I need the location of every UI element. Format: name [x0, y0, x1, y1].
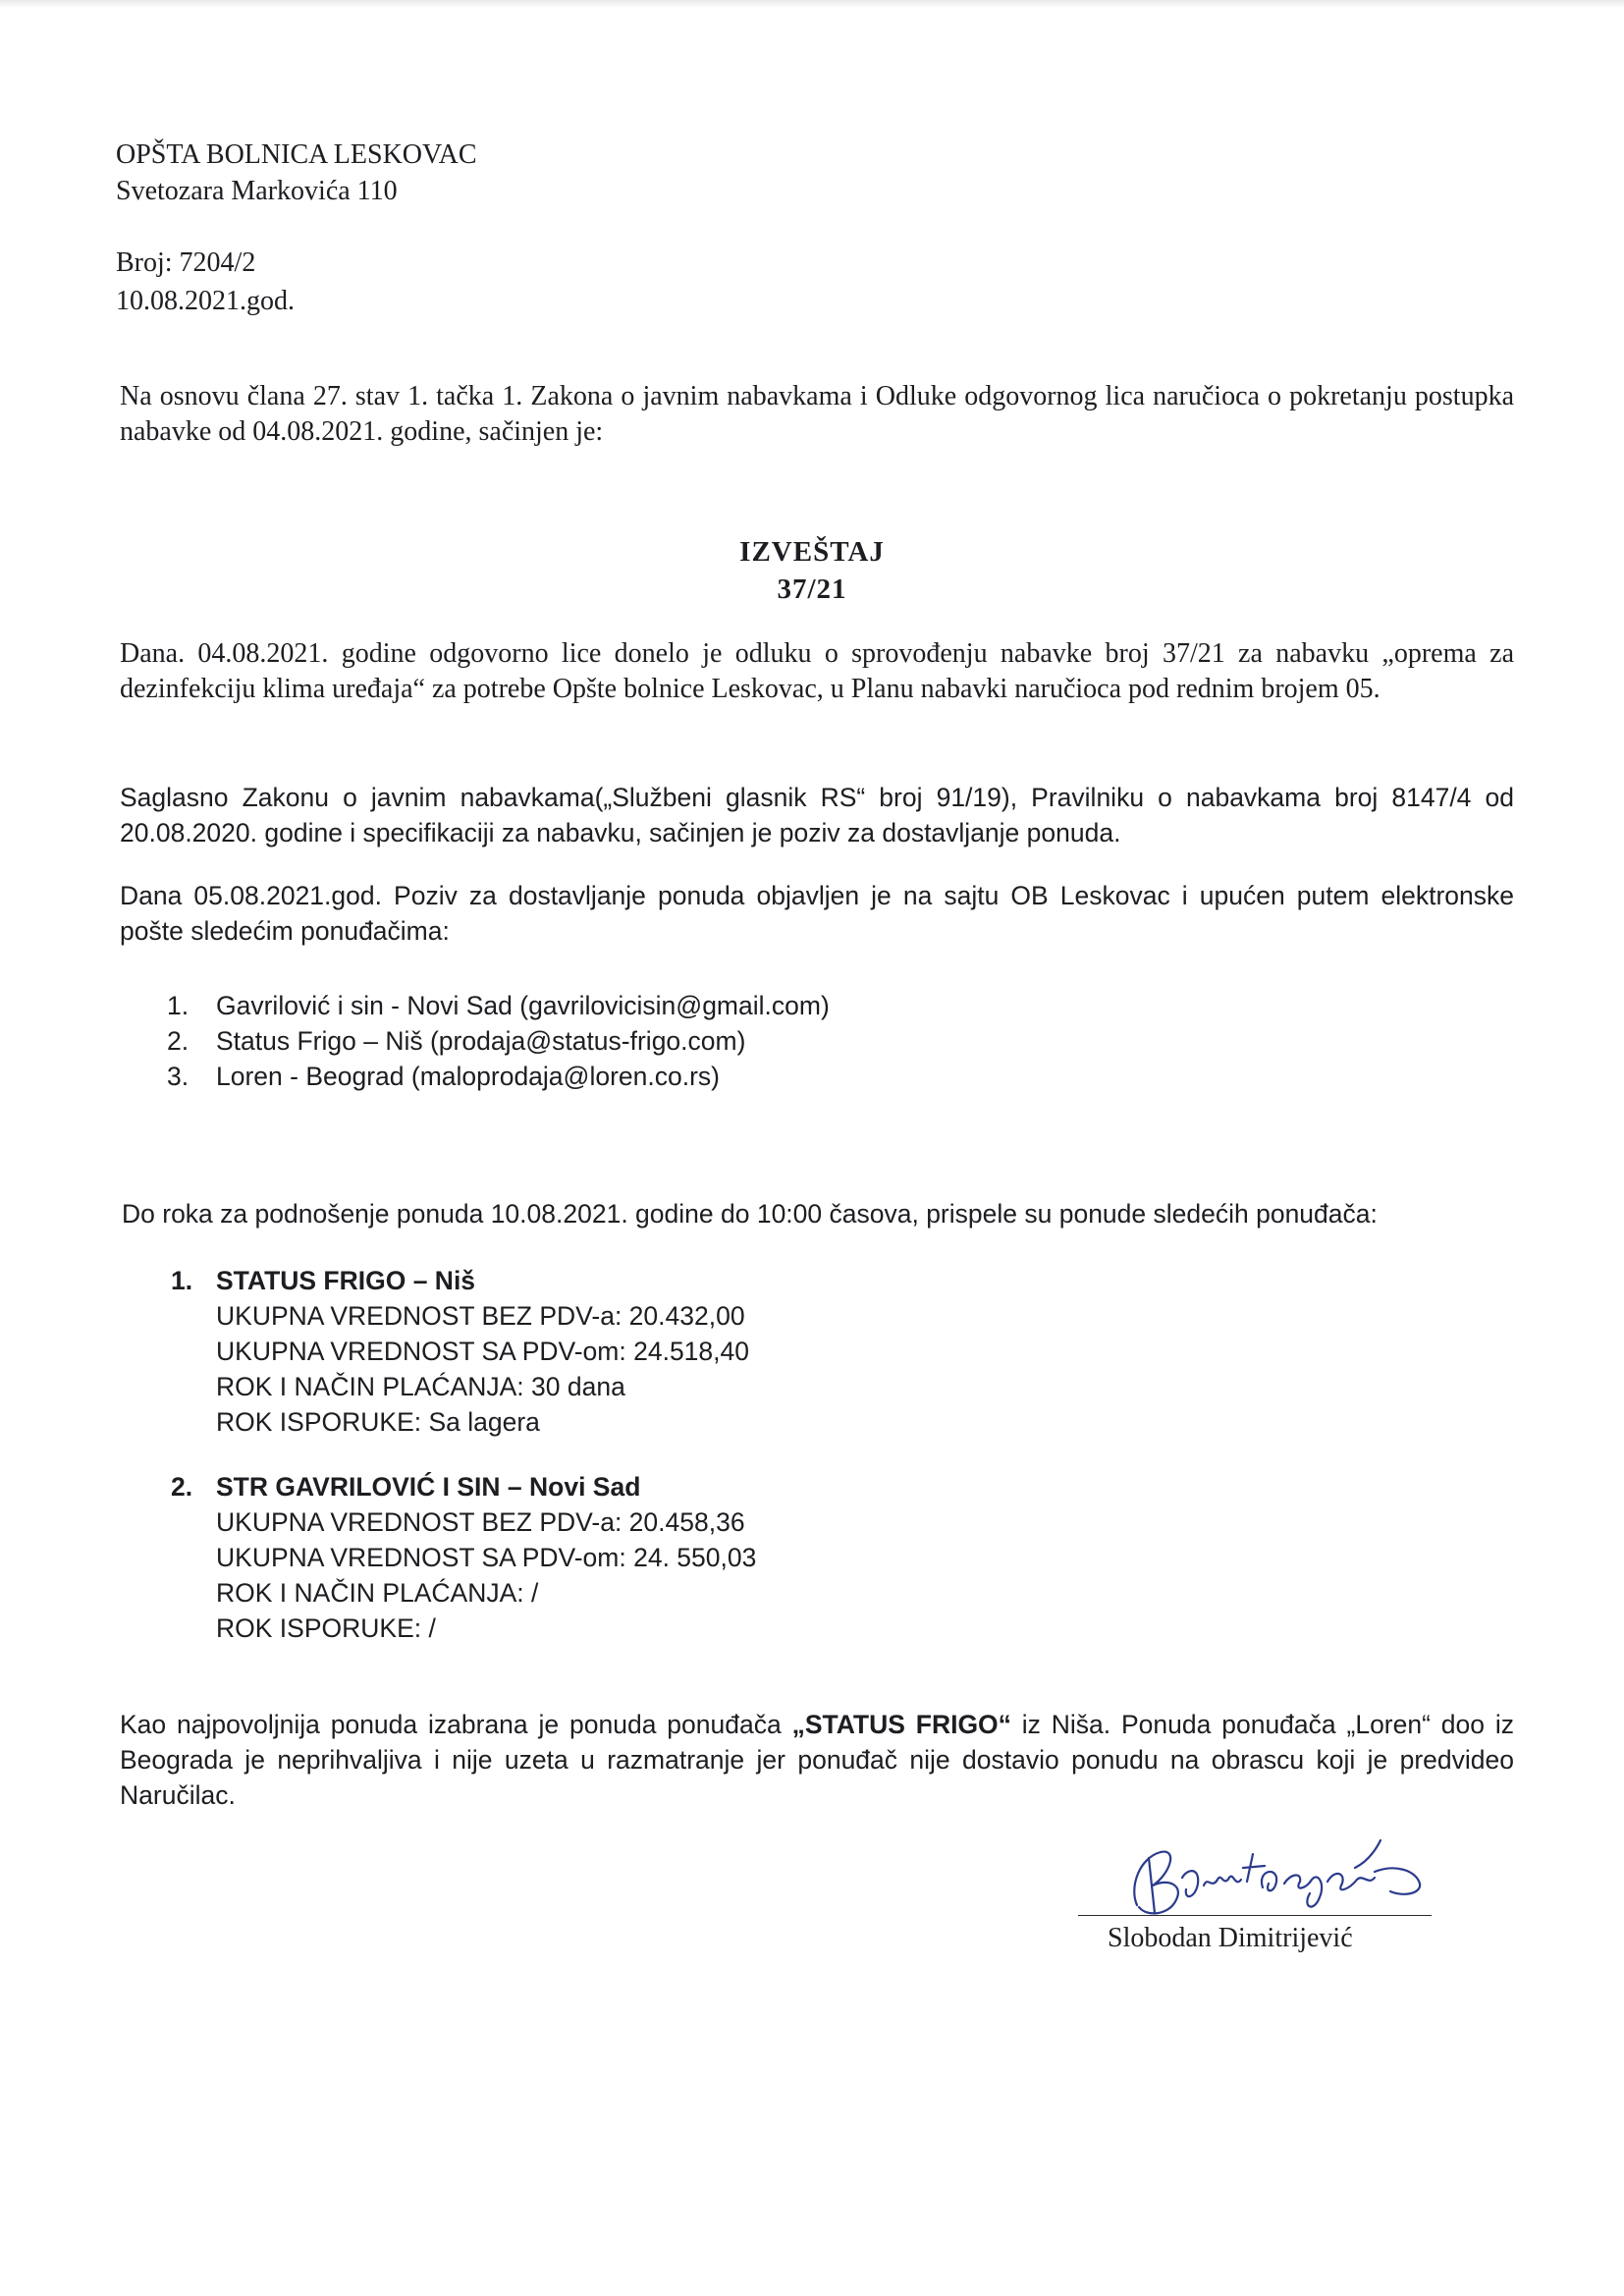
- report-number: 37/21: [777, 574, 847, 605]
- selected-bidder: „STATUS FRIGO“: [791, 1710, 1011, 1739]
- offer-line: UKUPNA VREDNOST BEZ PDV-a: 20.458,36: [216, 1507, 745, 1537]
- list-item: 1. Gavrilović i sin - Novi Sad (gavrilovicisin@gmail.com): [167, 991, 830, 1020]
- offer-number: 2.: [171, 1472, 193, 1502]
- legal-basis-paragraph: Saglasno Zakonu o javnim nabavkama(„Službeni glasnik RS“ broj 91/19), Pravilniku o nabavkama broj 8147/4 od 20.08.2020. godine i specifikaciji za nabavku, sačinjen je poziv za dostavljanje ponuda.: [120, 783, 1514, 847]
- organization-address: Svetozara Markovića 110: [116, 176, 398, 206]
- offer-line: UKUPNA VREDNOST BEZ PDV-a: 20.432,00: [216, 1301, 745, 1331]
- document-date: 10.08.2021.god.: [116, 286, 295, 316]
- offer-line: ROK ISPORUKE: Sa lagera: [216, 1407, 540, 1437]
- organization-name: OPŠTA BOLNICA LESKOVAC: [116, 139, 477, 170]
- offer-line: ROK I NAČIN PLAĆANJA: 30 dana: [216, 1372, 625, 1401]
- scan-edge: [0, 0, 1624, 8]
- offer-line: ROK ISPORUKE: /: [216, 1613, 436, 1643]
- document-number: Broj: 7204/2: [116, 247, 256, 278]
- signatory-name: Slobodan Dimitrijević: [1108, 1923, 1353, 1953]
- offer-bidder-name: STR GAVRILOVIĆ I SIN – Novi Sad: [216, 1472, 641, 1502]
- list-item: 3. Loren - Beograd (maloprodaja@loren.co.rs): [167, 1062, 720, 1091]
- offer-number: 1.: [171, 1266, 193, 1295]
- offer-line: UKUPNA VREDNOST SA PDV-om: 24.518,40: [216, 1337, 749, 1366]
- bidders-list: [167, 988, 830, 1094]
- offer-line: UKUPNA VREDNOST SA PDV-om: 24. 550,03: [216, 1543, 757, 1572]
- invitation-paragraph: Dana 05.08.2021.god. Poziv za dostavljanje ponuda objavljen je na sajtu OB Leskovac i upućen putem elektronske pošte sledećim ponuđačima:: [120, 881, 1514, 946]
- decision-paragraph: Dana. 04.08.2021. godine odgovorno lice donelo je odluku o sprovođenju nabavke broj 37/21 za nabavku „oprema za dezinfekciju klima uređaja“ za potrebe Opšte bolnice Leskovac, u Planu nabavki naručioca pod rednim brojem 05.: [120, 638, 1514, 704]
- signature-line: [1078, 1915, 1432, 1916]
- deadline-paragraph: Do roka za podnošenje ponuda 10.08.2021. godine do 10:00 časova, prispele su ponude sledećih ponuđača:: [122, 1199, 1378, 1229]
- conclusion-paragraph: Kao najpovoljnija ponuda izabrana je ponuda ponuđača „STATUS FRIGO“ iz Niša. Ponuda ponuđača „Loren“ doo iz Beograda je neprihvaljiva i nije uzeta u razmatranje jer ponuđač nije dostavio ponudu na obrascu koji je predvideo Naručilac.: [120, 1710, 1515, 1810]
- report-title: IZVEŠTAJ: [739, 536, 885, 568]
- intro-paragraph: Na osnovu člana 27. stav 1. tačka 1. Zakona o javnim nabavkama i Odluke odgovornog lica naručioca o pokretanju postupka nabavke od 04.08.2021. godine, sačinjen je:: [120, 381, 1514, 447]
- list-item: 2. Status Frigo – Niš (prodaja@status-frigo.com): [167, 1026, 746, 1056]
- offer-bidder-name: STATUS FRIGO – Niš: [216, 1266, 476, 1295]
- offer-line: ROK I NAČIN PLAĆANJA: /: [216, 1578, 539, 1608]
